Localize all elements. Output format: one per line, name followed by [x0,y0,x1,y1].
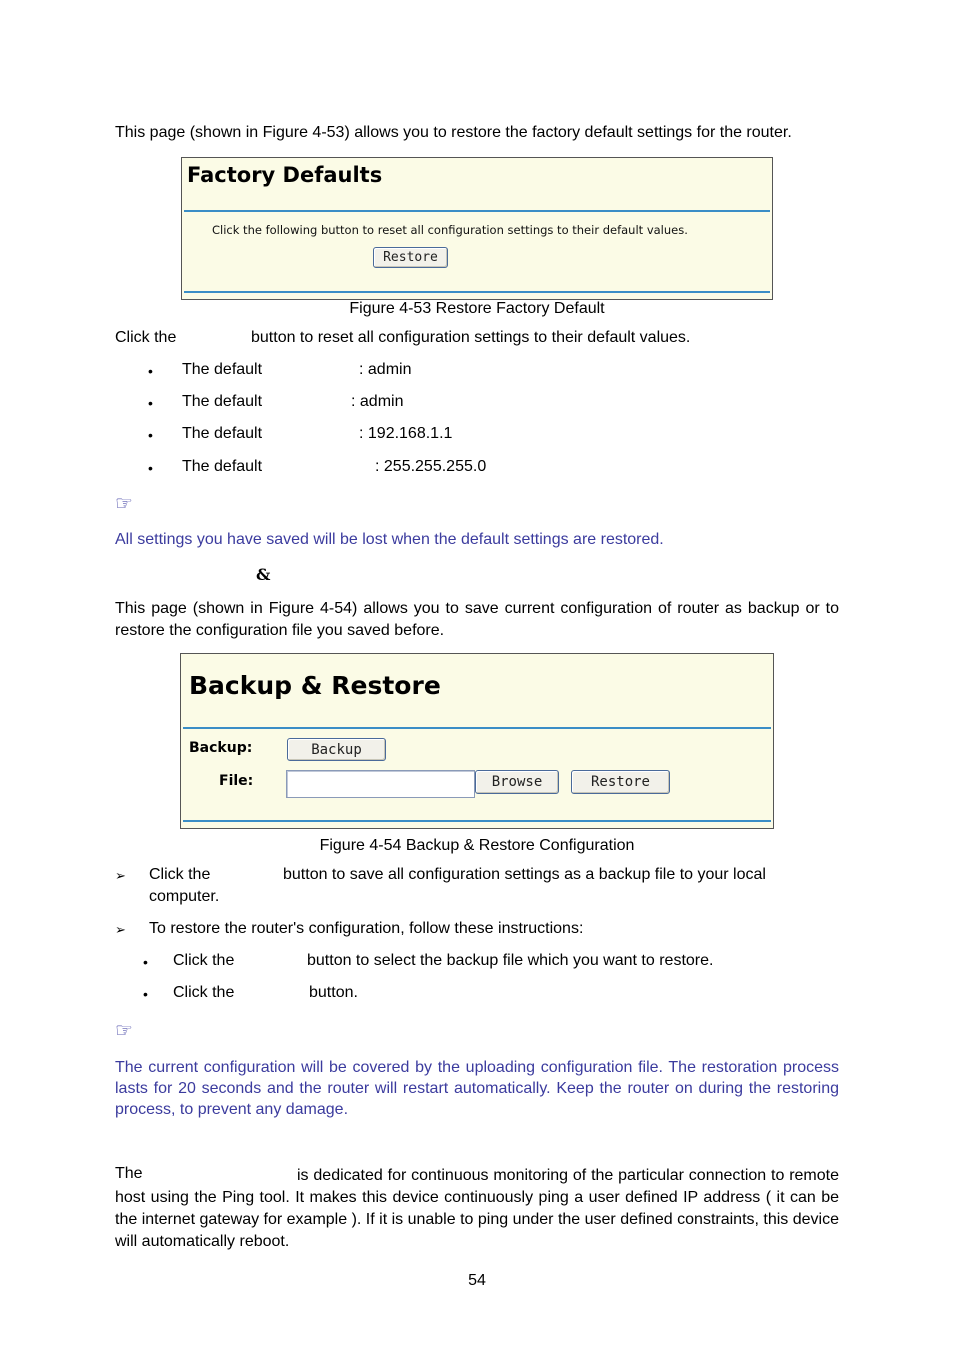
step-backup-lead: Click the [149,866,211,883]
page-number: 54 [468,1272,486,1289]
click-restore-rest: button to reset all configuration settings to their default values. [251,329,691,346]
factory-defaults-panel [181,157,773,300]
arrow-bullet-icon: ➢ [115,922,126,937]
bullet-icon: • [148,363,153,379]
panel-divider [183,727,771,729]
note-restoration-process: The current configuration will be covered by the uploading configuration file. The restoration process lasts for 20 seconds and the router will restart automatically. Keep the router on during the restoring process, to prevent any damage. [115,1059,839,1118]
sub-step-browse-rest: button to select the backup file which you want to restore. [307,952,714,969]
intro-factory-text: This page (shown in Figure 4-53) allows you to restore the factory default settings for the router. [115,124,792,141]
default-prefix: The default [182,361,263,378]
sub-step-restore-rest: button. [309,984,358,1001]
step-backup-cont: computer. [149,888,220,905]
note-settings-lost: All settings you have saved will be lost when the default settings are restored. [115,531,664,548]
bullet-icon: • [148,395,153,411]
click-restore-lead: Click the [115,329,177,346]
figure-caption-54: Figure 4-54 Backup & Restore Configuration [319,837,635,854]
restore-button[interactable]: Restore [373,247,448,268]
panel-divider [184,291,770,293]
default-password-value: : admin [351,393,404,410]
backup-button[interactable]: Backup [287,738,386,761]
intro-backup-text: This page (shown in Figure 4-54) allows you to save current configuration of router as backup or to restore the configuration file you saved before. [115,600,839,639]
panel-divider [183,820,771,822]
factory-defaults-title: Factory Defaults [187,163,383,187]
step-backup-rest: button to save all configuration settings as a backup file to your local [283,866,766,883]
section-heading-ampersand: & [256,565,271,584]
arrow-bullet-icon: ➢ [115,868,126,883]
sub-step-lead: Click the [173,984,235,1001]
browse-button[interactable]: Browse [475,770,559,794]
bullet-icon: • [143,986,148,1002]
reboot-para-text: is dedicated for continuous monitoring of the particular connection to remote host using the Ping tool. It makes this device continuously ping a user defined IP address ( it can be the internet gateway for example ). If it is unable to ping under the user defined constraints, this device will automatically reboot. [115,1167,839,1250]
restore-config-button[interactable]: Restore [571,770,670,794]
default-subnet-value: : 255.255.255.0 [375,458,487,475]
backup-restore-title: Backup & Restore [189,671,441,700]
file-input[interactable] [286,770,475,798]
bullet-icon: • [148,460,153,476]
sub-step-lead: Click the [173,952,235,969]
panel-divider [184,210,770,212]
bullet-icon: • [143,954,148,970]
pointing-hand-icon: ☞ [115,493,133,515]
reboot-para-lead: The [115,1165,143,1182]
default-ip-value: : 192.168.1.1 [359,425,453,442]
step-restore-text: To restore the router's configuration, follow these instructions: [149,920,584,937]
backup-restore-panel [180,653,774,829]
figure-caption-53: Figure 4-53 Restore Factory Default [349,300,605,317]
default-prefix: The default [182,393,263,410]
factory-defaults-description: Click the following button to reset all configuration settings to their default values. [212,223,688,237]
bullet-icon: • [148,427,153,443]
pointing-hand-icon: ☞ [115,1020,133,1042]
file-label: File: [219,773,254,789]
default-prefix: The default [182,458,263,475]
default-username-value: : admin [359,361,412,378]
default-prefix: The default [182,425,263,442]
backup-label: Backup: [189,740,253,756]
